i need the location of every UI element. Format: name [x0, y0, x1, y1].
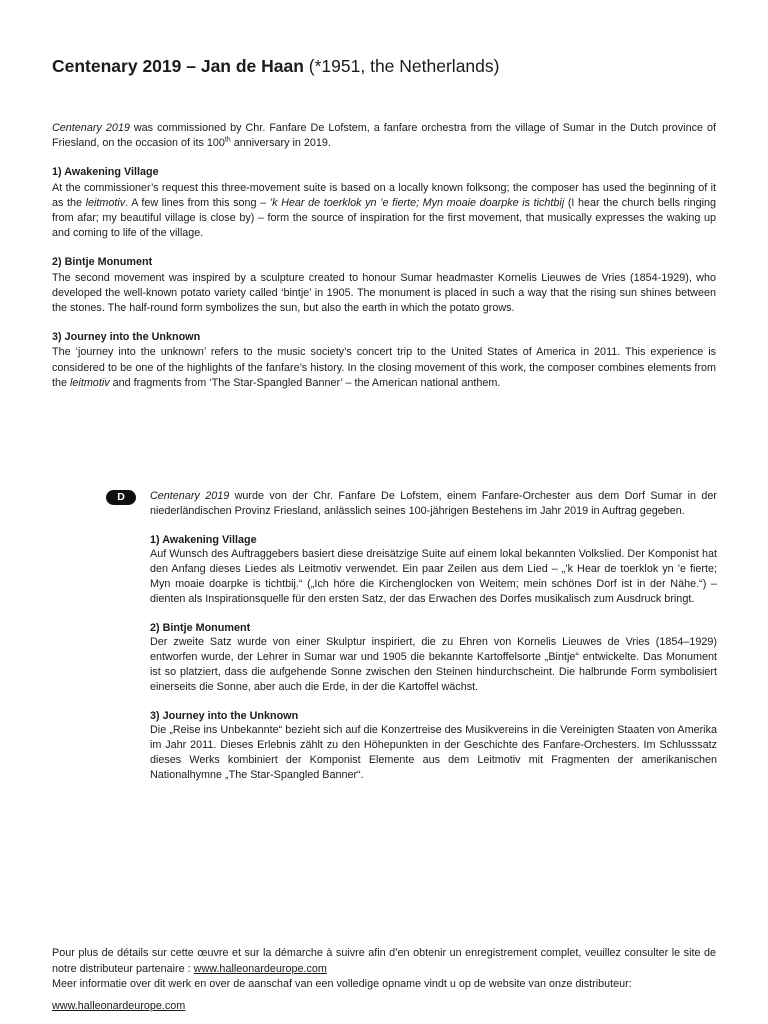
footer-french-text: Pour plus de détails sur cette œuvre et sur la démarche à suivre afin d’en obtenir un enregistrement complet, veuillez consulter le site de notre distributeur partenaire :: [52, 947, 716, 975]
section-heading-awakening-village: 1) Awakening Village: [52, 166, 159, 179]
german-section-3: [150, 709, 717, 783]
german-section-1: [150, 533, 717, 607]
footer-link-line: [52, 999, 716, 1015]
body-text-run: and fragments from ‘The Star-Spangled Banner’ – the American national anthem.: [109, 376, 501, 389]
ordinal-superscript: th: [224, 136, 231, 144]
german-language-badge: D: [106, 490, 136, 505]
body-text-run: The ‘journey into the unknown’ refers to the music society’s concert trip to the United States of America in 2011. This experience is considered to be one of the highlights of the fanfare’s history. In the closing movement of this work, the composer combines elements from the: [52, 346, 716, 389]
german-section-1-body: Auf Wunsch des Auftraggebers basiert diese dreisätzige Suite auf einem lokal bekannten Volkslied. Der Komponist hat den Anfang dieses Liedes als Leitmotiv verwendet. Ein paar Zeilen aus dem Lied – „’k Hear de toerklok yn ’e fierte; Myn moaie doarpke is tichtbij.“ („Ich höre die Kirchenglocken von Weitem; mein schönes Dorf ist in der Nähe.“) – dienten als Inspirationsquelle für den ersten Satz, der das Erwachen des Dorfes musikalisch zum Ausdruck bringt.: [150, 548, 717, 605]
leitmotiv-italic: leitmotiv: [70, 376, 110, 389]
english-intro-paragraph: [52, 121, 716, 151]
german-section-2-body: Der zweite Satz wurde von einer Skulptur inspiriert, die zu Ehren von Kornelis Lieuwes de Vries (1854–1929) entworfen wurde, der Lehrer in Sumar war und 1905 die bekannte Kartoffelsorte „Bintje“ entwickelte. Das Monument ist so platziert, dass die aufgehende Sonne zwischen den Steinen hindurchscheint. Die halbrunde Form symbolisiert einerseits die Sonne, aber auch die Erde, in der die Kartoffel wächst.: [150, 636, 717, 693]
title-birth-info: (*1951, the Netherlands): [308, 56, 500, 76]
english-section-3-body: [52, 345, 716, 391]
title-work-and-composer: Centenary 2019 – Jan de Haan: [52, 56, 309, 76]
footer-dutch-paragraph: [52, 977, 716, 993]
distributor-website-link-1[interactable]: www.halleonardeurope.com: [193, 962, 327, 975]
footer-french-paragraph: [52, 946, 716, 977]
english-section-2: [52, 255, 716, 316]
german-intro-paragraph: [150, 489, 717, 519]
english-program-notes: [52, 121, 716, 391]
english-section-1-body: [52, 181, 716, 242]
english-section-2-body: The second movement was inspired by a sculpture created to honour Sumar headmaster Kornelis Lieuwes de Vries (1854-1929), who developed the well-known potato variety called ‘bintje’ in 1905. The monument is placed in such a way that the rising sun shines between the stones. The half-round form symbolizes the sun, but also the earth in which the potato grows.: [52, 271, 716, 315]
page-title: [52, 56, 499, 77]
folksong-quote-italic: ’k Hear de toerklok yn ’e fierte; Myn moaie doarpke is tichtbij: [269, 196, 565, 209]
distributor-footer: [52, 946, 716, 1014]
german-section-2: [150, 621, 717, 695]
body-text-run: . A few lines from this song –: [125, 196, 270, 209]
section-heading-awakening-village: 1) Awakening Village: [150, 533, 257, 546]
body-text-run: At the commissioner’s request this three-movement suite is based on a locally known folksong; the composer has used the beginning of it as the: [52, 181, 716, 209]
german-program-notes: [150, 489, 717, 783]
leitmotiv-italic: leitmotiv: [85, 196, 126, 209]
distributor-website-link-2[interactable]: www.halleonardeurope.com: [52, 999, 186, 1012]
english-intro-text-end: anniversary in 2019.: [230, 137, 331, 150]
footer-dutch-text: Meer informatie over dit werk en over de aanschaf van een volledige opname vindt u op de website van onze distributeur:: [52, 978, 632, 990]
section-heading-bintje-monument: 2) Bintje Monument: [52, 256, 153, 269]
section-heading-journey-unknown: 3) Journey into the Unknown: [150, 709, 299, 722]
work-title-italic: Centenary 2019: [150, 490, 230, 502]
english-intro-text: was commissioned by Chr. Fanfare De Lofstem, a fanfare orchestra from the village of Sumar in the Dutch province of Friesland, on the occasion of its 100: [52, 122, 716, 150]
section-heading-journey-unknown: 3) Journey into the Unknown: [52, 331, 201, 344]
english-section-1: [52, 165, 716, 241]
german-intro-text: wurde von der Chr. Fanfare De Lofstem, einem Fanfare-Orchester aus dem Dorf Sumar in der niederländischen Provinz Friesland, anlässlich seines 100-jährigen Bestehens im Jahr 2019 in Auftrag gegeben.: [150, 490, 717, 517]
english-section-3: [52, 330, 716, 391]
section-heading-bintje-monument: 2) Bintje Monument: [150, 621, 251, 634]
german-section-3-body: Die „Reise ins Unbekannte“ bezieht sich auf die Konzertreise des Musikvereins in die Vereinigten Staaten von Amerika im Jahr 2011. Dieses Erlebnis zählt zu den Höhepunkten in der Geschichte des Fanfare-Orchesters. Im Schlusssatz dieses Werks kombiniert der Komponist Elemente aus dem Leitmotiv mit Fragmenten der amerikanischen Nationalhymne „The Star-Spangled Banner“.: [150, 724, 717, 781]
body-text-run: (I hear the church bells ringing from afar; my beautiful village is close by) – form the source of inspiration for the first movement, that musically expresses the waking up and coming to life of the village.: [52, 196, 716, 240]
work-title-italic: Centenary 2019: [52, 122, 130, 134]
